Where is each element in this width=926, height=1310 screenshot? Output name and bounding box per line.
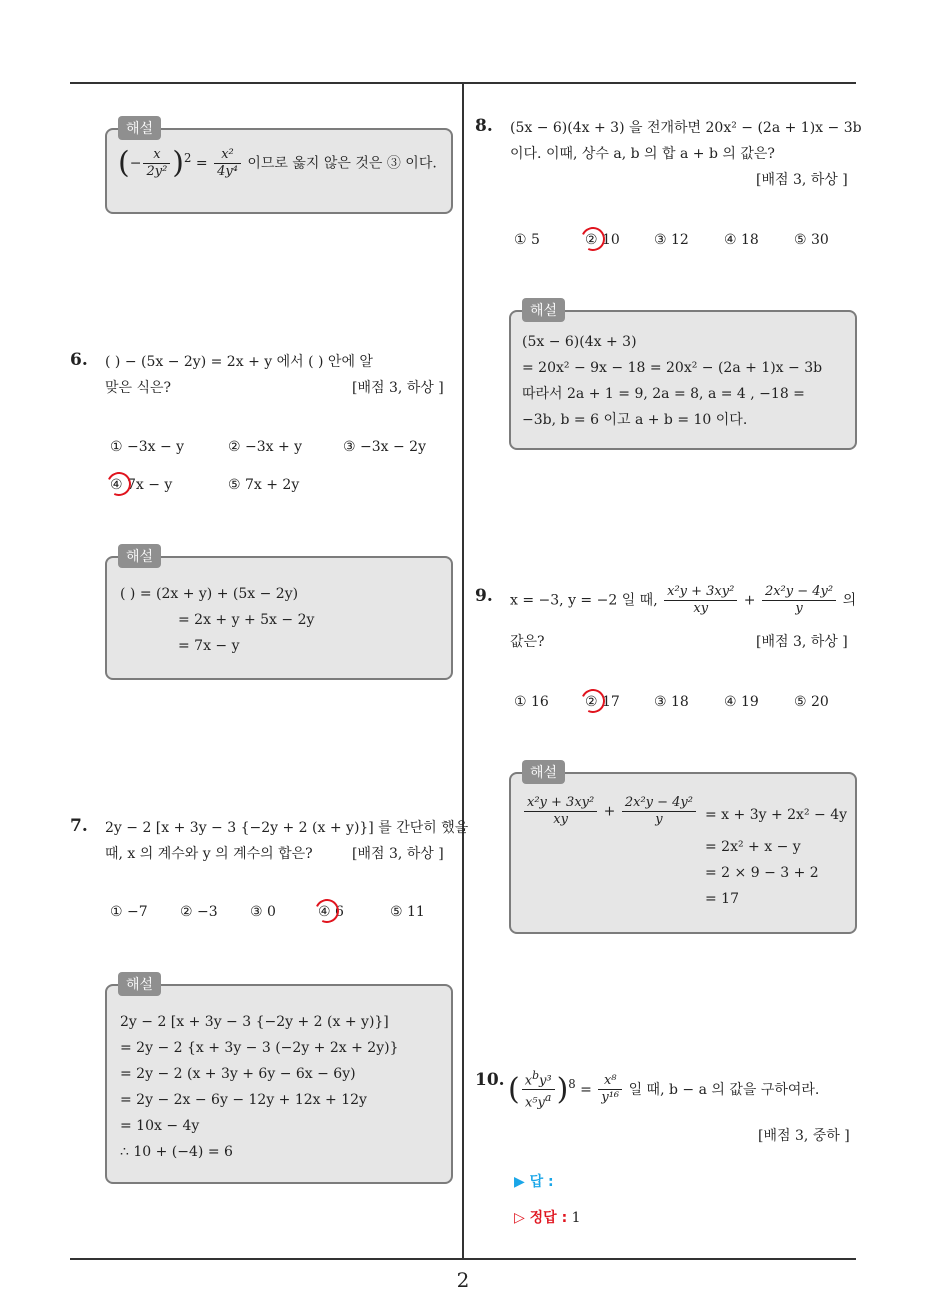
solution-9-line1: = x + 3y + 2x² − 4y [705, 807, 848, 823]
choice-9-3[interactable]: ③ 18 [654, 694, 689, 710]
solution-8-line1: (5x − 6)(4x + 3) [522, 334, 637, 350]
question-8-number: 8. [475, 116, 493, 136]
q9-frac2-numerator: 2x²y − 4y² [762, 584, 836, 601]
question-7-line2: 때, x 의 계수와 y 의 계수의 합은? [105, 846, 313, 862]
solution-8-line4: −3b, b = 6 이고 a + b = 10 이다. [522, 412, 748, 428]
question-8-line2: 이다. 이때, 상수 a, b 의 합 a + b 의 값은? [510, 146, 775, 162]
solution-tag: 해설 [522, 760, 565, 784]
question-10-expression: ( $\frac{x^by^3}{x^5y^a}$ )$^8$ = $\frac{\text{x⁸}}{\text{y¹⁶}}$ 일 때, b − a 의 값을 구하여라. [508, 1069, 820, 1111]
solution-5-conclusion: 이므로 옳지 않은 것은 ③ 이다. [247, 155, 437, 172]
solution-8-line3: 따라서 2a + 1 = 9, 2a = 8, a = 4 , −18 = [522, 386, 805, 402]
correct-answer [514, 1206, 581, 1230]
choice-6-5[interactable]: ⑤ 7x + 2y [228, 477, 300, 493]
question-9-number: 9. [475, 586, 493, 606]
question-10-number: 10. [475, 1070, 505, 1090]
choice-8-5[interactable]: ⑤ 30 [794, 232, 829, 248]
choice-9-1[interactable]: ① 16 [514, 694, 549, 710]
solution-5-text: (− $\frac{x}{\text{2y²}}$ )$^2$ = $\frac{\text{x²}}{\text{4y⁴}}$ 이므로 옳지 않은 것은 ③ 이다. [118, 145, 437, 181]
question-6-grade: [배점 3, 하상 ] [352, 380, 444, 396]
solution-8-line2: = 20x² − 9x − 18 = 20x² − (2a + 1)x − 3b [522, 360, 823, 376]
solution-tag: 해설 [118, 116, 161, 140]
sol9-frac2-numerator: 2x²y − 4y² [622, 795, 696, 812]
q9-frac1-numerator: x²y + 3xy² [664, 584, 737, 601]
question-8-grade: [배점 3, 하상 ] [756, 172, 848, 188]
choice-7-4[interactable]: ④ 6 [318, 904, 344, 920]
solution-7-line5: = 10x − 4y [120, 1118, 200, 1134]
question-9-condition: x = −3, y = −2 일 때, [510, 592, 658, 609]
choice-8-2[interactable]: ② 10 [585, 232, 620, 248]
choice-7-1[interactable]: ① −7 [110, 904, 148, 920]
question-9-line1: x = −3, y = −2 일 때, $\frac{\text{x²y + 3xy²}}{xy}$ + $\frac{\text{2x²y − 4y²}}{y}$ 의 [510, 584, 857, 616]
solution-tag: 해설 [118, 544, 161, 568]
sol9-frac1-numerator: x²y + 3xy² [524, 795, 597, 812]
solution-9-line4: = 17 [705, 891, 739, 907]
choice-7-5[interactable]: ⑤ 11 [390, 904, 425, 920]
column-divider [462, 84, 464, 1260]
q9-frac1-denominator: xy [693, 601, 709, 616]
question-6-line2: 맞은 식은? [105, 380, 172, 396]
question-7-line1: 2y − 2 [x + 3y − 3 {−2y + 2 (x + y)}] 를 간단히 했을 [105, 820, 469, 836]
choice-9-4[interactable]: ④ 19 [724, 694, 759, 710]
minus-sign: − [129, 155, 142, 172]
sol9-frac2-denominator: y [655, 812, 663, 827]
solution-tag: 해설 [118, 972, 161, 996]
choice-6-2[interactable]: ② −3x + y [228, 439, 303, 455]
choice-7-3[interactable]: ③ 0 [250, 904, 276, 920]
solution-7-line1: 2y − 2 [x + 3y − 3 {−2y + 2 (x + y)}] [120, 1014, 389, 1030]
solution-9-fractions: $\frac{\text{x²y + 3xy²}}{xy}$ + $\frac{\text{2x²y − 4y²}}{y}$ [522, 795, 698, 828]
bottom-rule [70, 1258, 856, 1260]
solution-7-line3: = 2y − 2 (x + 3y + 6y − 6x − 6y) [120, 1066, 356, 1082]
choice-7-2[interactable]: ② −3 [180, 904, 218, 920]
sol9-frac1-denominator: xy [553, 812, 568, 827]
solution-7-line6: ∴ 10 + (−4) = 6 [120, 1144, 233, 1160]
choice-9-5[interactable]: ⑤ 20 [794, 694, 829, 710]
choice-8-3[interactable]: ③ 12 [654, 232, 689, 248]
question-9-suffix: 의 [842, 592, 857, 609]
question-7-grade: [배점 3, 하상 ] [352, 846, 444, 862]
correct-answer-value: 1 [571, 1210, 581, 1226]
answer-input-label[interactable]: ▶ 답 : [514, 1174, 554, 1190]
question-7-number: 7. [70, 816, 88, 836]
choice-6-1[interactable]: ① −3x − y [110, 439, 185, 455]
solution-7-line4: = 2y − 2x − 6y − 12y + 12x + 12y [120, 1092, 367, 1108]
solution-7-line2: = 2y − 2 {x + 3y − 3 (−2y + 2x + 2y)} [120, 1040, 399, 1056]
solution-6-line2: = 2x + y + 5x − 2y [178, 612, 315, 628]
page-number: 2 [456, 1268, 470, 1292]
choice-8-4[interactable]: ④ 18 [724, 232, 759, 248]
question-10-text: 일 때, b − a 의 값을 구하여라. [628, 1081, 820, 1098]
question-10-grade: [배점 3, 중하 ] [758, 1128, 850, 1144]
solution-6-line3: = 7x − y [178, 638, 240, 654]
question-8-line1: (5x − 6)(4x + 3) 을 전개하면 20x² − (2a + 1)x − 3b [510, 120, 862, 136]
question-6-number: 6. [70, 350, 88, 370]
choice-8-1[interactable]: ① 5 [514, 232, 540, 248]
solution-tag: 해설 [522, 298, 565, 322]
correct-answer-label: ▷ 정답 : [514, 1210, 568, 1226]
choice-6-4[interactable]: ④ 7x − y [110, 477, 173, 493]
solution-9-line2: = 2x² + x − y [705, 839, 801, 855]
solution-9-line3: = 2 × 9 − 3 + 2 [705, 865, 819, 881]
question-9-line2: 값은? [510, 634, 545, 650]
question-9-grade: [배점 3, 하상 ] [756, 634, 848, 650]
choice-6-3[interactable]: ③ −3x − 2y [343, 439, 426, 455]
choice-9-2[interactable]: ② 17 [585, 694, 620, 710]
question-6-line1: ( ) − (5x − 2y) = 2x + y 에서 ( ) 안에 알 [105, 354, 373, 370]
q9-frac2-denominator: y [795, 601, 803, 616]
solution-6-line1: ( ) = (2x + y) + (5x − 2y) [120, 586, 299, 602]
